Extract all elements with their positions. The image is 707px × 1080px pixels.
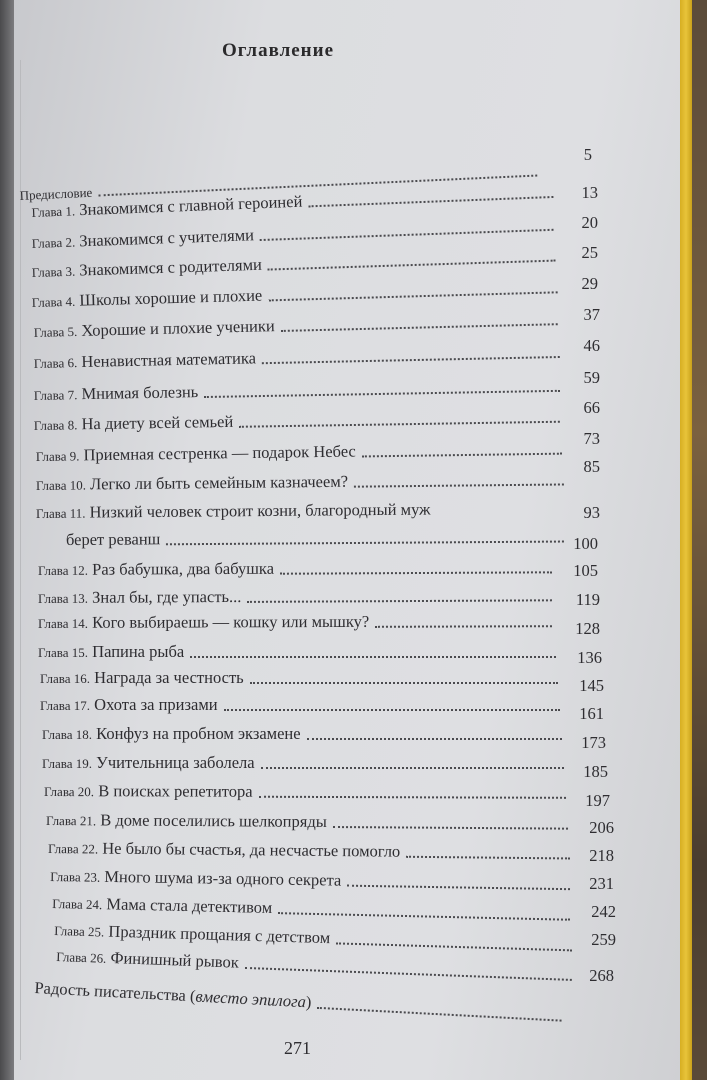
- toc-page-number: 231: [589, 874, 614, 893]
- chapter-label: Глава 14.: [37, 615, 89, 631]
- toc-entry-title: Кого выбираешь — кошку или мышку?: [92, 611, 370, 632]
- dot-leader: [268, 291, 557, 301]
- toc-page-number: 128: [575, 619, 600, 638]
- chapter-label: Глава 6.: [33, 355, 78, 372]
- toc-entry-title-italic: вместо эпилога: [195, 986, 307, 1012]
- chapter-label: Глава 16.: [40, 671, 91, 686]
- toc-entry: [34, 407, 566, 435]
- toc-entry-title: Хорошие и плохие ученики: [81, 316, 275, 340]
- toc-page-number: 13: [581, 183, 598, 202]
- toc-entry-title: Не было бы счастья, да несчастье помогло: [102, 838, 401, 861]
- dot-leader: [317, 1007, 562, 1022]
- toc-entry-title: Конфуз на пробном экзамене: [96, 724, 301, 743]
- chapter-label: Глава 4.: [31, 293, 76, 311]
- toc-entry-title: Низкий человек строит козни, благородный муж: [89, 499, 431, 522]
- toc-entry-title: Финишный рывок: [110, 947, 240, 972]
- toc-entry-title-continued: берет реванш: [65, 529, 161, 549]
- toc-entry-epilogue: [34, 978, 568, 1026]
- dot-leader: [347, 885, 570, 891]
- chapter-label: Глава 18.: [42, 727, 93, 742]
- book-page: [14, 0, 680, 1080]
- toc-entry: [40, 668, 564, 688]
- toc-entry-line2: [66, 526, 570, 550]
- dot-leader: [250, 682, 558, 684]
- toc-page-number: 59: [583, 368, 600, 387]
- dot-leader: [190, 656, 556, 658]
- toc-entry: [50, 866, 576, 894]
- toc-page-number: 73: [583, 429, 600, 448]
- toc-entry-title: Ненавистная математика: [81, 348, 257, 372]
- toc-entry: [36, 439, 568, 466]
- toc-entry-title: Награда за честность: [94, 668, 244, 687]
- toc-entry-title: Радость писательства (: [34, 978, 196, 1006]
- toc-page-number: 85: [583, 457, 600, 476]
- toc-entry: [34, 342, 566, 373]
- toc-entry: [31, 277, 563, 312]
- toc-entry: [52, 893, 576, 925]
- toc-page-number: 242: [591, 902, 616, 921]
- toc-entry-title: Много шума из-за одного секрета: [104, 866, 342, 890]
- toc-entry: [38, 642, 562, 662]
- toc-entry-title: Знал бы, где упасть...: [92, 586, 242, 607]
- toc-page-number: 100: [573, 534, 598, 553]
- toc-page-number: 29: [581, 274, 598, 293]
- dot-leader: [245, 967, 572, 981]
- toc-page-number: 173: [581, 733, 606, 752]
- toc-page-number: 259: [591, 930, 616, 949]
- chapter-label: Глава 15.: [38, 645, 89, 660]
- toc-page-number: 145: [579, 676, 604, 695]
- chapter-label: Глава 21.: [46, 813, 97, 829]
- toc-entry-title: Мама стала детективом: [106, 894, 273, 917]
- chapter-label: Глава 11.: [35, 505, 86, 522]
- dot-leader: [224, 709, 560, 711]
- dot-leader: [281, 323, 558, 332]
- toc-entry: [46, 810, 574, 834]
- toc-page-number: 25: [581, 243, 598, 262]
- toc-entry: [38, 585, 558, 608]
- toc-page-number: 5: [583, 145, 592, 164]
- toc-entry-title: Праздник прощания с детством: [108, 921, 331, 948]
- toc-entry-title: Папина рыба: [92, 642, 185, 661]
- toc-entry: [38, 611, 558, 633]
- chapter-label: Глава 17.: [40, 698, 91, 713]
- toc-entry-title: Легко ли быть семейным казначеем?: [89, 471, 349, 494]
- toc-entry-title: Знакомимся с учителями: [78, 225, 255, 251]
- toc-page-number: 206: [589, 818, 614, 837]
- dot-leader: [262, 356, 560, 364]
- toc-page-number: 66: [583, 398, 600, 417]
- toc-page-number: 161: [579, 704, 604, 723]
- chapter-label: Глава 26.: [56, 949, 107, 966]
- page-edge-line: [20, 60, 21, 1060]
- toc-entry: [44, 781, 572, 803]
- dot-leader: [336, 942, 572, 951]
- chapter-label: Глава 3.: [31, 263, 76, 281]
- toc-entry-title: На диету всей семьей: [81, 411, 234, 434]
- chapter-label: Глава 1.: [31, 203, 76, 221]
- chapter-label: Глава 12.: [37, 562, 89, 578]
- toc-page-number: 37: [583, 305, 600, 324]
- chapter-label: Глава 5.: [33, 323, 78, 341]
- toc-page-number: 268: [589, 966, 614, 985]
- dot-leader: [307, 738, 562, 740]
- toc-entry-title: В доме поселились шелкопряды: [100, 810, 327, 831]
- toc-page-number: 119: [575, 590, 600, 609]
- toc-entry-title: Школы хорошие и плохие: [79, 285, 263, 310]
- toc-page-number: 20: [581, 213, 598, 232]
- chapter-label: Глава 8.: [33, 417, 78, 434]
- chapter-label: Глава 19.: [42, 756, 93, 771]
- dot-leader: [268, 260, 556, 271]
- dot-leader: [260, 229, 553, 241]
- background-surface: [692, 0, 707, 1080]
- toc-entry: [38, 557, 558, 580]
- chapter-label: Глава 13.: [37, 590, 89, 606]
- toc-entry: [48, 838, 576, 864]
- dot-leader: [239, 421, 560, 428]
- toc-entry-title: Знакомимся с родителями: [79, 254, 263, 280]
- toc-page-number: 105: [573, 561, 598, 580]
- toc-entry-title: Мнимая болезнь: [81, 382, 199, 404]
- toc-entry-title: Приемная сестренка — подарок Небес: [83, 441, 356, 465]
- dot-leader: [278, 912, 570, 921]
- toc-entry: [31, 245, 561, 282]
- dot-leader: [362, 453, 562, 458]
- dot-leader: [308, 196, 553, 207]
- dot-leader: [261, 767, 564, 769]
- dot-leader: [280, 571, 552, 574]
- toc-entry: [34, 309, 564, 342]
- toc-entry: [34, 376, 566, 405]
- toc-entry-line1: [36, 498, 570, 523]
- toc-entry-title: Знакомимся с главной героиней: [78, 191, 303, 220]
- page-footer-number: 271: [284, 1038, 311, 1058]
- toc-page-number: 93: [583, 503, 600, 522]
- toc-entry-title: Учительница заболела: [96, 753, 255, 772]
- toc-entry-title: Раз бабушка, два бабушка: [92, 558, 275, 579]
- chapter-label: Глава 24.: [52, 896, 103, 913]
- toc-entry: [42, 724, 568, 744]
- dot-leader: [406, 856, 570, 860]
- toc-entry-title: Предисловие: [19, 184, 93, 204]
- book-cover-edge: [680, 0, 692, 1080]
- toc-entry: [36, 469, 570, 495]
- toc-page-number: 218: [589, 846, 614, 865]
- dot-leader: [333, 826, 568, 830]
- toc-entry-title-tail: ): [305, 992, 312, 1012]
- chapter-label: Глава 10.: [35, 477, 87, 494]
- chapter-label: Глава 25.: [54, 923, 105, 940]
- toc-entry-title: Охота за призами: [94, 695, 218, 714]
- chapter-label: Глава 7.: [33, 387, 78, 404]
- toc-entry: [42, 753, 570, 773]
- chapter-label: Глава 2.: [31, 234, 76, 252]
- toc-page-number: 136: [577, 648, 602, 667]
- toc-entry-title: В поисках репетитора: [98, 781, 253, 801]
- dot-leader: [375, 625, 552, 628]
- chapter-label: Глава 20.: [44, 784, 95, 800]
- dot-leader: [166, 541, 564, 546]
- dot-leader: [259, 796, 566, 799]
- dot-leader: [204, 390, 560, 398]
- toc-entry: [40, 695, 566, 715]
- chapter-label: Глава 23.: [50, 869, 101, 885]
- chapter-label: Глава 22.: [48, 841, 99, 857]
- toc-page-number: 46: [583, 336, 600, 355]
- toc-page-number: 185: [583, 762, 608, 781]
- dot-leader: [247, 599, 552, 603]
- chapter-label: Глава 9.: [35, 448, 80, 465]
- dot-leader: [354, 483, 564, 487]
- page-title: Оглавление: [221, 40, 335, 61]
- toc-page-number: 197: [585, 791, 610, 810]
